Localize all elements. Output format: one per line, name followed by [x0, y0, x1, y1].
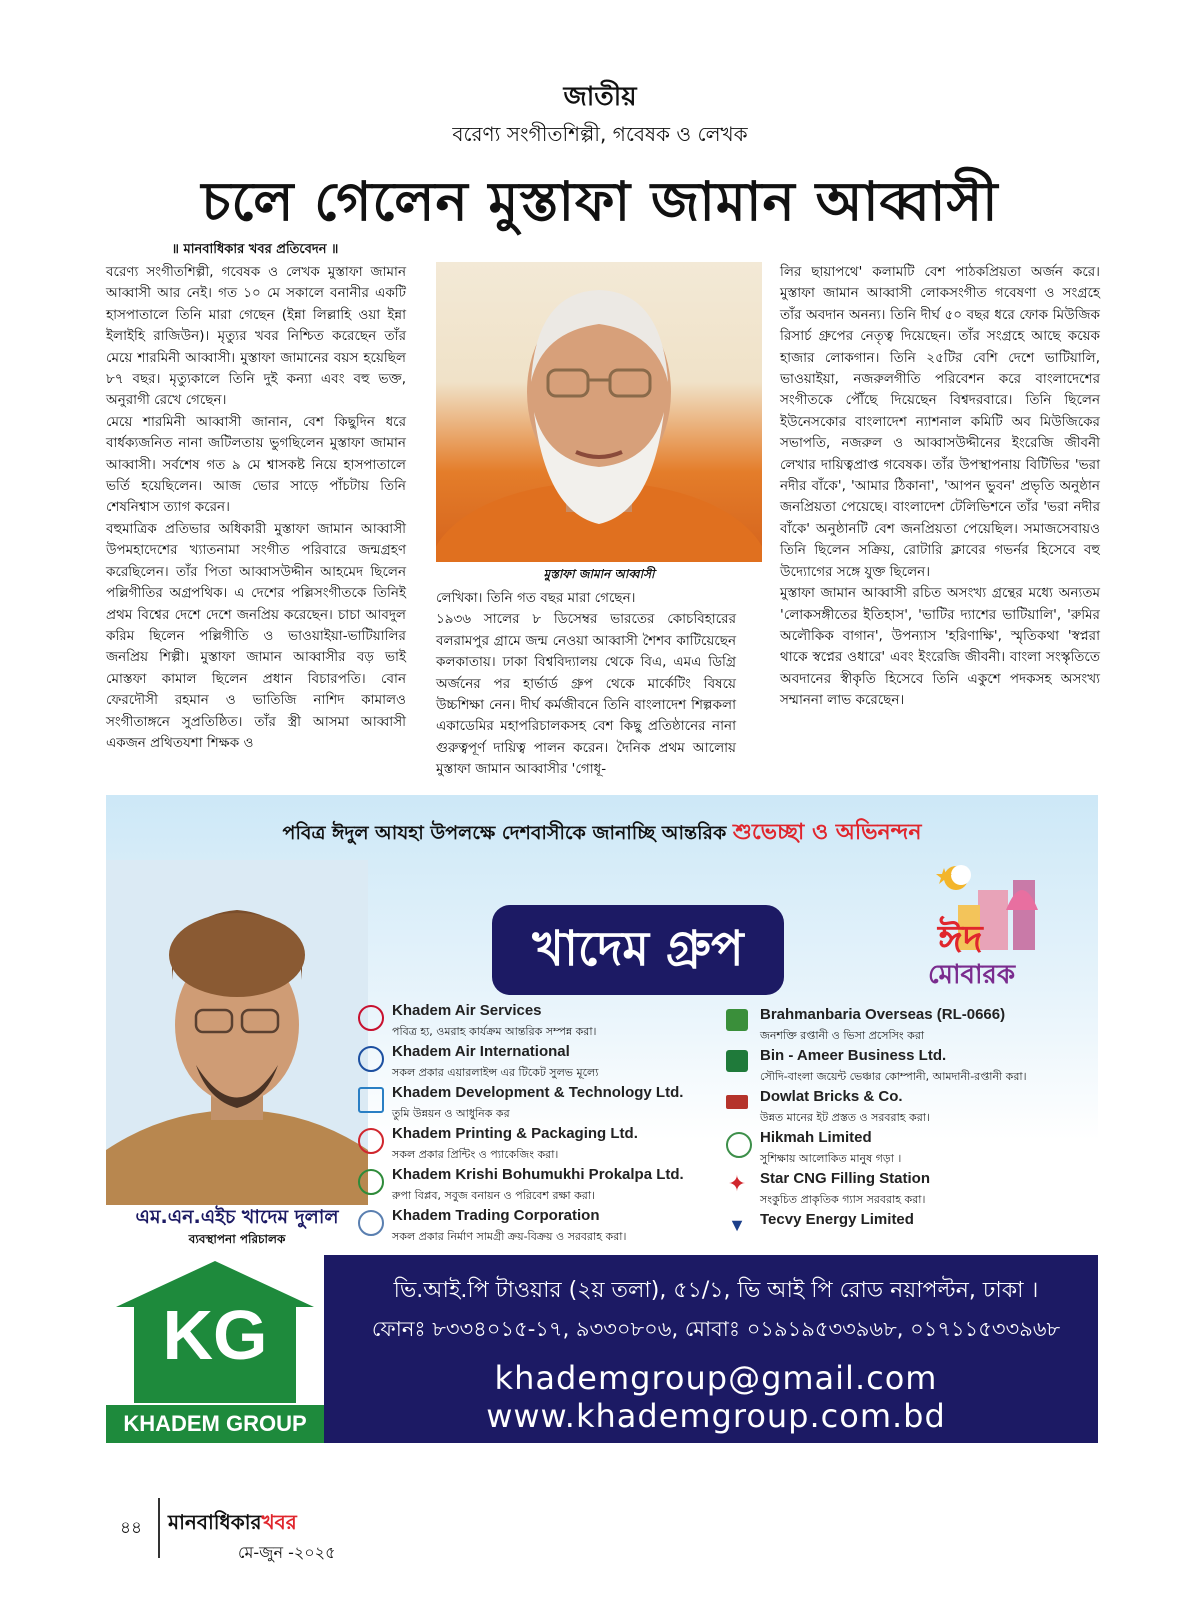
service-name: Khadem Trading Corporation [392, 1207, 600, 1224]
page-number: ৪৪ [120, 1518, 143, 1538]
logo-letters: KG [162, 1296, 268, 1374]
service-name: Brahmanbaria Overseas (RL-0666) [760, 1006, 1006, 1023]
footer-divider [158, 1498, 160, 1558]
website-text: www.khademgroup.com.bd [486, 1397, 946, 1435]
brand-title: খাদেম গ্রুপ [492, 905, 784, 995]
service-name: Star CNG Filling Station [760, 1170, 931, 1187]
photo-caption: মুস্তাফা জামান আব্বাসী [543, 567, 655, 581]
service-name: Khadem Printing & Packaging Ltd. [392, 1125, 638, 1142]
service-description: তুমি উন্নয়ন ও আধুনিক কর [392, 1107, 510, 1120]
service-name: Bin - Ameer Business Ltd. [760, 1047, 947, 1064]
magazine-name-part: খবর [261, 1510, 297, 1534]
eid-mubarak-graphic [918, 850, 1078, 1000]
service-name: Tecvy Energy Limited [760, 1211, 914, 1228]
service-description: সুশিক্ষায় আলোকিত মানুষ গড়া । [760, 1152, 902, 1165]
hikmah-logo-icon [726, 1132, 752, 1158]
issue-date: মে-জুন -২০২৫ [238, 1543, 336, 1562]
magazine-name [168, 1508, 297, 1541]
logo-text: KHADEM GROUP [123, 1411, 307, 1436]
bin-ameer-logo-icon [726, 1050, 748, 1072]
address-line: ভি.আই.পি টাওয়ার (২য় তলা), ৫১/১, ভি আই পি রোড নয়াপল্টন, ঢাকা । [393, 1278, 1039, 1303]
paragraph: লির ছায়াপথে' কলামটি বেশ পাঠকপ্রিয়তা অর্জন করে। মুস্তাফা জামান আব্বাসী লোকসংগীত গবেষণা ও সংগ্রহে তাঁর অবদান অনন্য। তিনি দীর্ঘ ৫০ বছর ধরে ফোক মিউজিক রিসার্চ গ্রুপের নেতৃত্ব দিয়েছেন। তাঁর সংগ্রহে আছে কয়েক হাজার লোকগান। তিনি ২৫টির বেশি দেশে ভাটিয়ালি, ভাওয়াইয়া, নজরুলগীতি পরিবেশন করে বাংলাদেশের সংগীতকে পৌঁছে দিয়েছেন বিশ্বদরবারে। তিনি ছিলেন ইউনেসকোর বাংলাদেশ ন্যাশনাল কমিটি অব মিউজিকের সভাপতি, নজরুল ও আব্বাসউদ্দীনের ইংরেজি জীবনী লেখার দায়িত্বপ্রাপ্ত গবেষক। তাঁর উপস্থাপনায় বিটিভির 'ভরা নদীর বাঁকে', 'আমার ঠিকানা', 'আপন ভুবন' প্রভৃতি অনুষ্ঠান জনপ্রিয়তা পেয়েছে। বাংলাদেশ টেলিভিশনে তাঁর 'ভরা নদীর বাঁকে' অনুষ্ঠানটি বেশ জনপ্রিয়তা পেয়েছিল। সমাজসেবায়ও তিনি ছিলেন সক্রিয়, রোটারি ক্লাবের গভর্নর হিসেবে বহু উদ্যোগের সঙ্গে যুক্ত ছিলেন। [780, 264, 1100, 580]
khadem-group-advertisement [106, 795, 1098, 1255]
portrait-photo [436, 262, 762, 562]
trading-logo-icon [358, 1210, 384, 1236]
article-column-2 [436, 588, 736, 781]
paragraph: বরেণ্য সংগীতশিল্পী, গবেষক ও লেখক মুস্তাফা জামান আব্বাসী আর নেই। গত ১০ মে সকালে বনানীর একটি হাসপাতালে তিনি মারা গেছেন (ইন্না লিল্লাহি ওয়া ইন্না ইলাইহি রাজিউন)। মৃত্যুর খবর নিশ্চিত করেছেন তাঁর মেয়ে শারমিনী আব্বাসী। মুস্তাফা জামানের বয়স হয়েছিল ৮৭ বছর। মৃত্যুকালে তিনি দুই কন্যা এবং বহু ভক্ত, অনুরাগী রেখে গেছেন। [106, 264, 406, 409]
byline: ॥ মানবাধিকার খবর প্রতিবেদন ॥ [171, 242, 339, 257]
service-name: Khadem Krishi Bohumukhi Prokalpa Ltd. [392, 1166, 684, 1183]
paragraph: ১৯৩৬ সালের ৮ ডিসেম্বর ভারতের কোচবিহারের বলরামপুর গ্রামে জন্ম নেওয়া আব্বাসী শৈশব কাটিয়েছেন কলকাতায়। ঢাকা বিশ্ববিদ্যালয় থেকে বিএ, এমএ ডিগ্রি অর্জনের পর হার্ভার্ড গ্রুপ থেকে মার্কেটিং বিষয়ে উচ্চশিক্ষা নেন। দীর্ঘ কর্মজীবনে তিনি বাংলাদেশ শিল্পকলা একাডেমির মহাপরিচালকসহ বেশ কিছু প্রতিষ্ঠানের নানা গুরুত্বপূর্ণ দায়িত্ব পালন করেন। দৈনিক প্রথম আলোয় মুস্তাফা জামান আব্বাসীর 'গোধূ- [436, 611, 736, 778]
air-international-logo-icon [358, 1046, 384, 1072]
services-list-left [358, 1002, 738, 1242]
eid-text: ঈদ [938, 917, 983, 961]
article-headline: চলে গেলেন মুস্তাফা জামান আব্বাসী [201, 170, 999, 233]
service-description: পবিত্র হ্য, ওমরাহ কার্যক্রম আন্তরিক সম্পন্ন করা। [392, 1025, 597, 1038]
khadem-group-logo [106, 1255, 324, 1443]
service-description: সকল প্রকার নির্মাণ সামগ্রী ক্রয়-বিক্রয় ও সরবরাহ করা। [392, 1230, 627, 1243]
star-icon: ✦ [727, 1171, 747, 1196]
development-logo-icon [358, 1087, 384, 1113]
service-name: Khadem Air International [392, 1043, 570, 1060]
krishi-logo-icon [358, 1169, 384, 1195]
tecvy-logo-icon: ▼ [728, 1215, 746, 1235]
mubarak-text: মোবারক [928, 960, 1016, 990]
service-description: সকল প্রকার এয়ারলাইন্স এর টিকেট সুলভ মূল্যে [392, 1066, 599, 1079]
service-description: সংকুচিত প্রাকৃতিক গ্যাস সরবরাহ করা। [760, 1193, 926, 1206]
contact-band [106, 1255, 1098, 1443]
eid-greeting [106, 815, 1098, 852]
greeting-highlight: শুভেচ্ছা ও অভিনন্দন [732, 820, 922, 845]
email-text: khademgroup@gmail.com [494, 1359, 938, 1397]
printing-logo-icon [358, 1128, 384, 1154]
service-name: Hikmah Limited [760, 1129, 872, 1146]
paragraph: বহুমাত্রিক প্রতিভার অধিকারী মুস্তাফা জামান আব্বাসী উপমহাদেশের খ্যাতনামা সংগীত পরিবারে জন্মগ্রহণ করেছিলেন। তাঁর পিতা আব্বাসউদ্দীন আহমেদ ছিলেন পল্লিগীতির অগ্রপথিক। এ দেশের পল্লিসংগীতকে তিনিই প্রথম বিশ্বের দেশে দেশে জনপ্রিয় করেছেন। চাচা আবদুল করিম ছিলেন পল্লিগীতি ও ভাওয়াইয়া-ভাটিয়ালির জনপ্রিয় শিল্পী। মুস্তাফা জামান আব্বাসীর বড় ভাই মোস্তফা কামাল ছিলেন প্রধান বিচারপতি। বোন ফেরদৌসী রহমান ও ভাতিজি নাশিদ কামালও সংগীতাঙ্গনে সুপ্রতিষ্ঠিত। তাঁর স্ত্রী আসমা আব্বাসী একজন প্রথিতযশা শিক্ষক ও [106, 520, 406, 751]
paragraph: মেয়ে শারমিনী আব্বাসী জানান, বেশ কিছুদিন ধরে বার্ধক্যজনিত নানা জটিলতায় ভুগছিলেন মুস্তাফা জামান আব্বাসী। সর্বশেষ গত ৯ মে শ্বাসকষ্ট নিয়ে হাসপাতালে ভর্তি হয়েছিলেন। আজ ভোর সাড়ে পাঁচটায় তিনি শেষনিশ্বাস ত্যাগ করেন। [106, 413, 406, 516]
greeting-text: পবিত্র ঈদুল আযহা উপলক্ষে দেশবাসীকে জানাচ্ছি আন্তরিক [282, 822, 727, 844]
service-description: জনশক্তি রপ্তানী ও ভিসা প্রসেসিং করা [760, 1029, 925, 1042]
service-description: উন্নত মানের ইট প্রস্তত ও সরবরাহ করা। [760, 1111, 930, 1124]
paragraph: লেখিকা। তিনি গত বছর মারা গেছেন। [436, 590, 636, 606]
service-description: রুপা বিপ্লব, সবুজ বনায়ন ও পরিবেশ রক্ষা করা। [392, 1189, 595, 1202]
phone-line: ফোনঃ ৮৩৩৪০১৫-১৭, ৯৩৩০৮০৬, মোবাঃ ০১৯১৯৫৩৩৯৬৮, ০১৭১১৫৩৩৯৬৮ [371, 1317, 1061, 1341]
director-name: এম.এন.এইচ খাদেম দুলাল [135, 1206, 339, 1228]
services-list-right [726, 1006, 1086, 1246]
air-services-logo-icon [358, 1005, 384, 1031]
overseas-logo-icon [726, 1009, 748, 1031]
service-name: Khadem Development & Technology Ltd. [392, 1084, 684, 1101]
paragraph: মুস্তাফা জামান আব্বাসী রচিত অসংখ্য গ্রন্থের মধ্যে অন্যতম 'লোকসঙ্গীতের ইতিহাস', 'ভাটির দ্যাশের ভাটিয়ালি', 'রুমির অলৌকিক বাগান', উপন্যাস 'হরিণাক্ষি', স্মৃতিকথা 'স্বপ্নরা থাকে স্বপ্নের ওধারে' এবং ইংরেজি জীবনী। বাংলা সংস্কৃতিতে অবদানের স্বীকৃতি হিসেবে তিনি একুশে পদকসহ অসংখ্য সম্মাননা লাভ করেছেন। [780, 585, 1100, 709]
article-column-1 [106, 262, 406, 754]
article-column-3 [780, 262, 1100, 712]
article-subhead: বরেণ্য সংগীতশিল্পী, গবেষক ও লেখক [452, 122, 748, 146]
magazine-name-part: মানবাধিকার [168, 1510, 262, 1534]
director-role: ব্যবস্থাপনা পরিচালক [188, 1232, 286, 1246]
service-description: সকল প্রকার প্রিন্টিং ও প্যাকেজিং করা। [392, 1148, 559, 1161]
section-label: জাতীয় [563, 82, 637, 112]
bricks-logo-icon [726, 1095, 748, 1109]
service-name: Khadem Air Services [392, 1002, 542, 1019]
director-portrait [106, 860, 368, 1205]
service-description: সৌদি-বাংলা জয়েন্ট ভেঞ্চার কোম্পানী, আমদানী-রপ্তানী করা। [760, 1070, 1027, 1083]
service-name: Dowlat Bricks & Co. [760, 1088, 903, 1105]
